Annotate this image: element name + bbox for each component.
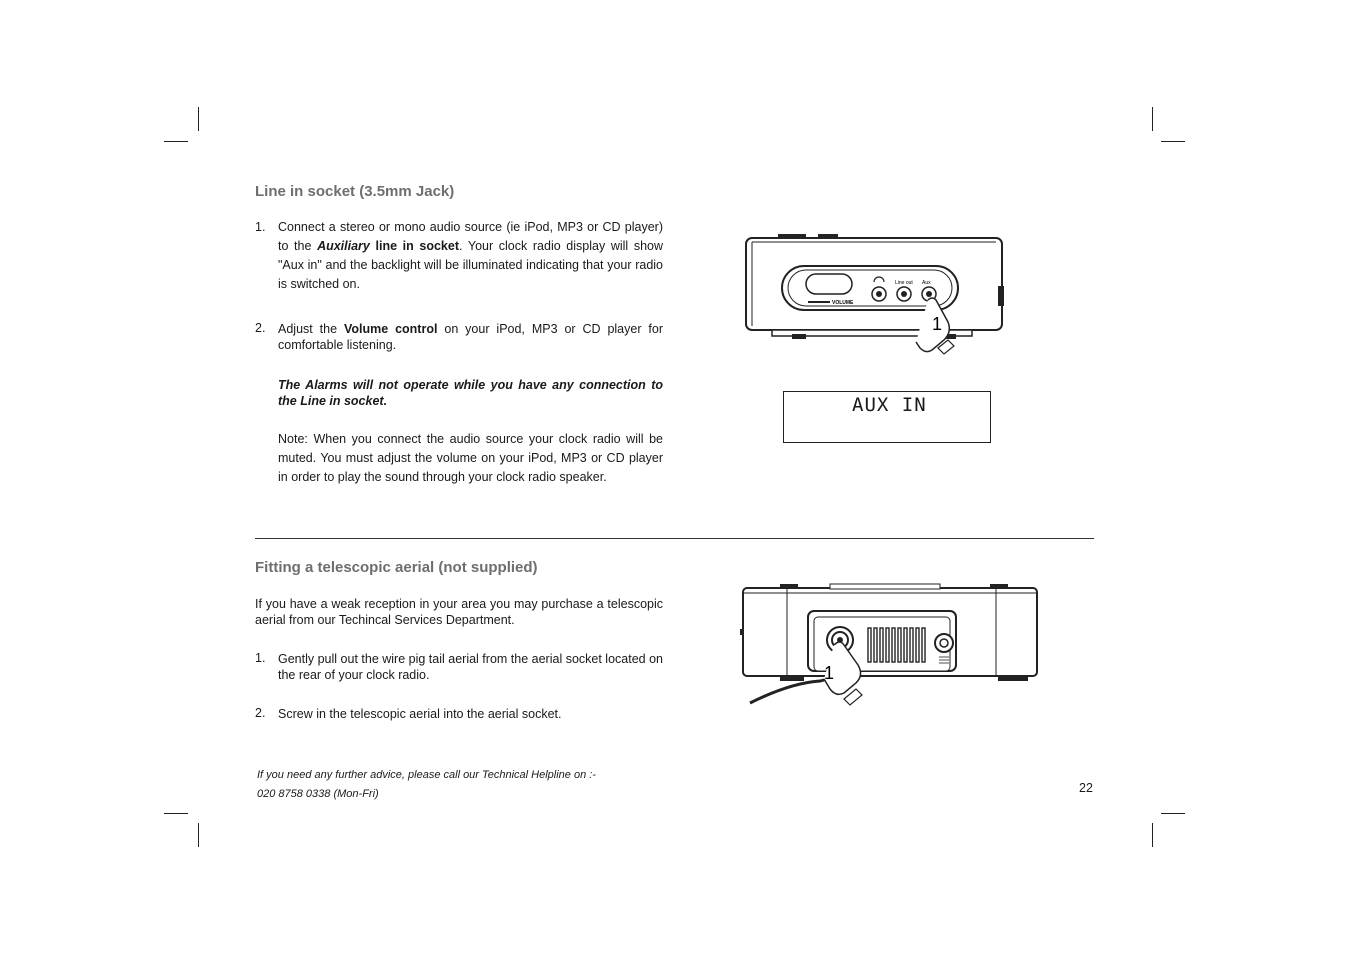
step-text: . Your clock radio display will show "Aux in" and the backlight will be illuminated indicating that your radio is switched on.	[278, 239, 664, 291]
crop-mark	[1161, 141, 1185, 142]
step-text: Adjust the	[278, 322, 344, 336]
lcd-display	[783, 391, 991, 443]
step-line-in-connect	[278, 218, 663, 294]
crop-mark	[198, 107, 199, 131]
step-callout-1: 1	[824, 663, 835, 683]
crop-mark	[1152, 823, 1153, 847]
crop-mark	[164, 813, 188, 814]
bold-term-auxiliary: Auxiliary	[317, 239, 370, 253]
step-screw-aerial: Screw in the telescopic aerial into the aerial socket.	[278, 707, 562, 721]
line-out-label: Line out	[895, 280, 913, 286]
step-text: Connect a stereo or mono audio source (ie iPod, MP3 or CD player) to the	[278, 220, 663, 253]
helpline-text: If you need any further advice, please call our Technical Helpline on :-	[257, 769, 596, 781]
radio-rear-panel-illustration	[740, 583, 1040, 708]
bold-term-volume-control: Volume control	[343, 322, 438, 336]
step-number: 2.	[255, 321, 266, 335]
section-divider	[255, 538, 1094, 539]
crop-mark	[164, 141, 188, 142]
aerial-intro: If you have a weak reception in your area you may purchase a telescopic aerial from our Techincal Services Department.	[255, 597, 663, 627]
section-title-line-in: Line in socket (3.5mm Jack)	[255, 183, 455, 200]
step-callout-1: 1	[932, 314, 943, 334]
step-number: 2.	[255, 706, 266, 720]
crop-mark	[1161, 813, 1185, 814]
bold-term-line-in-socket: line in socket	[369, 239, 460, 253]
section-title-aerial: Fitting a telescopic aerial (not supplied)	[255, 559, 538, 576]
volume-label: VOLUME	[832, 300, 854, 306]
aux-label: Aux	[922, 280, 931, 286]
page-number: 22	[1079, 781, 1093, 795]
step-number: 1.	[255, 220, 266, 234]
lcd-text: AUX IN	[852, 394, 927, 416]
alarm-warning: The Alarms will not operate while you have any connection to the Line in socket.	[278, 378, 663, 408]
crop-mark	[198, 823, 199, 847]
helpline-number: 020 8758 0338 (Mon-Fri)	[257, 788, 379, 800]
step-number: 1.	[255, 651, 266, 665]
radio-side-panel-illustration	[742, 234, 1012, 354]
crop-mark	[1152, 107, 1153, 131]
mute-note: Note: When you connect the audio source your clock radio will be muted. You must adjust the volume on your iPod, MP3 or CD player in order to play the sound through your clock radio speaker.	[278, 432, 663, 484]
step-pull-wire-aerial: Gently pull out the wire pig tail aerial from the aerial socket located on the rear of your clock radio.	[278, 652, 663, 682]
step-text: on your iPod, MP3 or CD player for comfortable listening.	[278, 322, 663, 352]
step-adjust-volume	[278, 321, 663, 353]
